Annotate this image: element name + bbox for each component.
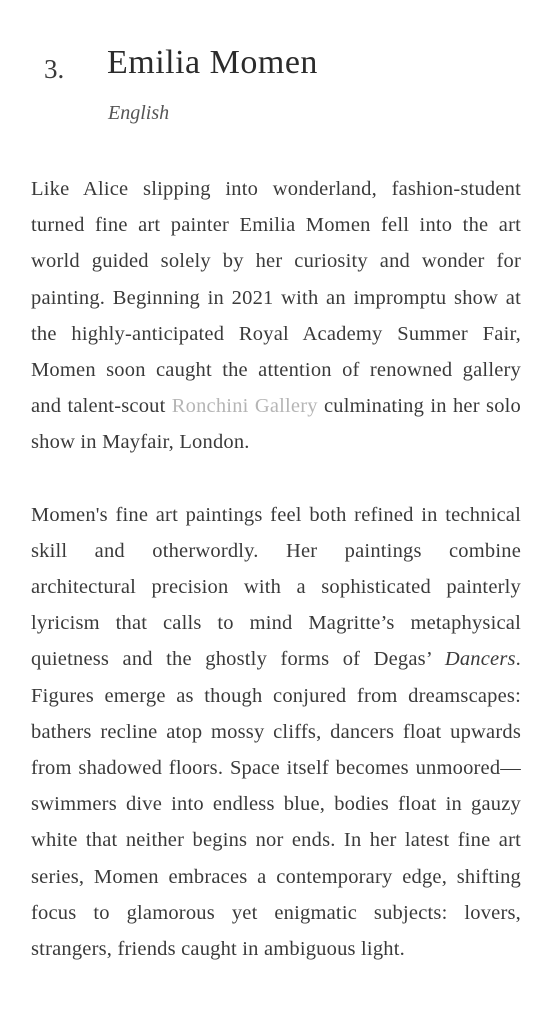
paragraph-intro-text-end: culminating in her solo show in Mayfair, London. [31,395,521,454]
paragraph-style [31,497,521,968]
page-title: Emilia Momen [107,44,318,81]
ronchini-gallery-link[interactable]: Ronchini Gallery [171,395,318,418]
paragraph-intro [31,171,521,461]
paragraph-style-text-end: . Figures emerge as though conjured from dreamscapes: bathers recline atop mossy cliffs, dancers float upwards from shadowed floors. Space itself becomes unmoored—swimmers dive into endless blue, bodies float in gauzy white that neither begins nor ends. In her latest fine art series, Momen embraces a contemporary edge, shifting focus to glamorous yet enigmatic subjects: lovers, strangers, friends caught in ambiguous light. [31,648,521,961]
paragraph-intro-text: Like Alice slipping into wonderland, fashion-student turned fine art painter Emilia Momen fell into the art world guided solely by her curiosity and wonder for painting. Beginning in 2021 with an impromptu show at the highly-anticipated Royal Academy Summer Fair, Momen soon caught the attention of renowned gallery and talent-scout [31,178,521,418]
dancers-title: Dancers [444,648,516,671]
bottom-fade [0,994,552,1024]
article-body [31,171,521,1003]
section-number: 3. [44,54,65,84]
paragraph-style-text: Momen's fine art paintings feel both refined in technical skill and otherwordly. Her paintings combine architectural precision with a sophisticated painterly lyricism that calls to mind Magritte’s metaphysical quietness and the ghostly forms of Degas’ [31,503,521,671]
language-label: English [108,102,170,124]
